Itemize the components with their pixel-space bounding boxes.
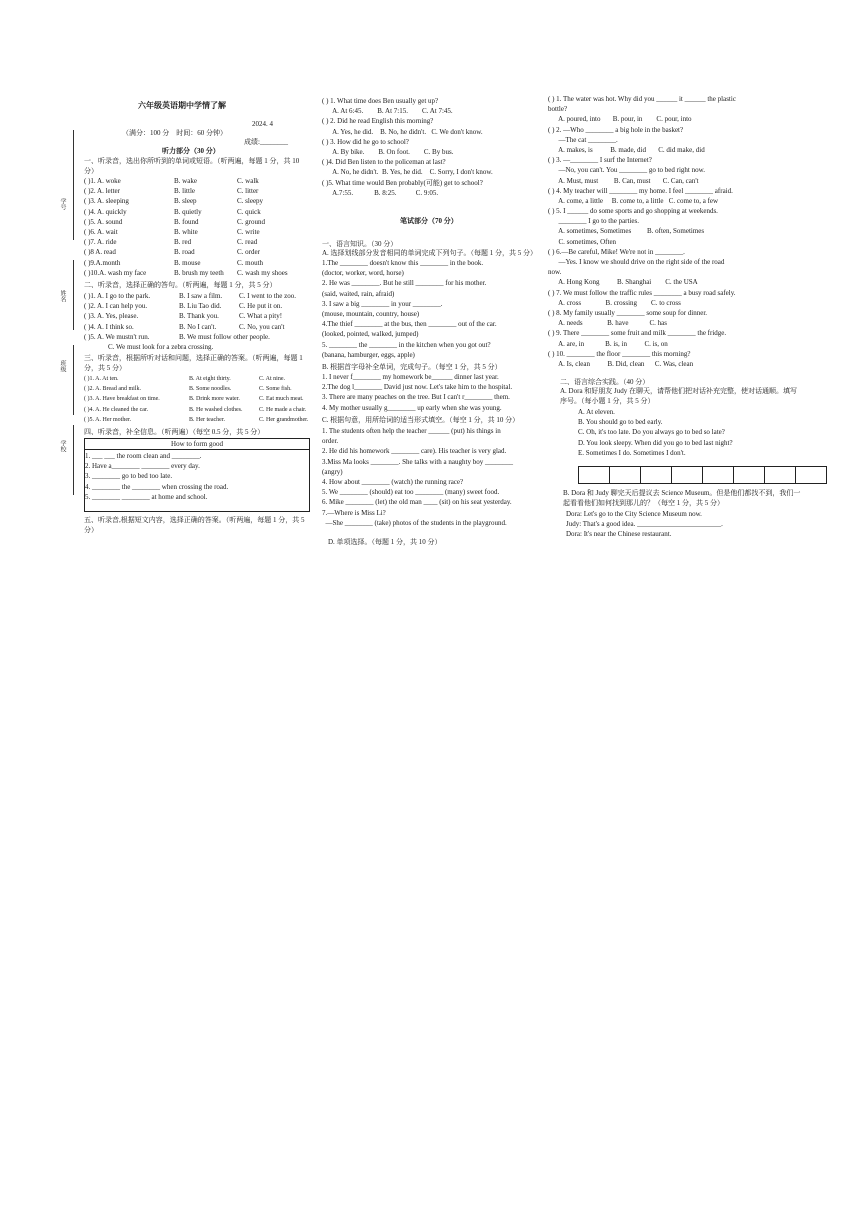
- question-line: order.: [322, 437, 339, 446]
- fill-line: 3. ________ go to bed too late.: [85, 472, 173, 481]
- question-line: (angry): [322, 467, 343, 476]
- question-line: A. are, in B. is, in C. is, on: [548, 339, 668, 348]
- question-line: A. Hong Kong B. Shanghai C. the USA: [548, 278, 698, 287]
- question-line: (mouse, mountain, country, house): [322, 309, 420, 318]
- question-line: ( ) 8. My family usually ________ some soup for dinner.: [548, 308, 708, 317]
- listening-s2-title: 二、听录音，选择正确的答句。（听两遍，每题 1 分，共 5 分）: [84, 281, 277, 289]
- middle-top-questions: [322, 96, 547, 198]
- written-B-list: [322, 372, 547, 413]
- question-line: A. makes, is B. made, did C. did make, did: [548, 145, 705, 154]
- list-item: ( )1. A. I go to the park. B. I saw a film. C. I went to the zoo.: [84, 292, 296, 300]
- written-B-title: B. 根据首字母补全单词，完成句子。（每空 1 分，共 5 分）: [322, 363, 502, 371]
- score-label: 成绩:________: [244, 138, 288, 146]
- option-line: E. Sometimes I do. Sometimes I don't.: [578, 448, 686, 457]
- question-line: A. No, he didn't. B. Yes, he did. C. Sorry, I don't know.: [322, 168, 493, 177]
- question-line: 2. He was ________. But he still ________ for his mother.: [322, 279, 487, 288]
- question-line: (looked, pointed, walked, jumped): [322, 330, 419, 339]
- list-item: ( )5. A. sound B. found C. ground: [84, 217, 265, 226]
- binding-line-2: [73, 260, 74, 330]
- question-line: ( ) 7. We must follow the traffic rules ________ a busy road safely.: [548, 288, 736, 297]
- listening-s3-title: 三、听录音，根据所听对话和问题，选择正确的答案。（听两遍，每题 1 分，共 5 分）: [84, 354, 303, 372]
- answer-box[interactable]: [765, 467, 796, 484]
- binding-line-3: [73, 345, 74, 415]
- question-line: ________ I go to the parties.: [548, 217, 639, 226]
- question-line: A. Yes, he did. B. No, he didn't. C. We don't know.: [322, 127, 483, 136]
- list-item: ( )4. A. I think so. B. No I can't. C. No, you can't: [84, 322, 285, 331]
- question-line: A. needs B. have C. has: [548, 319, 667, 328]
- written-C-title: C. 根据句意，用所给词的适当形式填空。（每空 1 分，共 10 分）: [322, 416, 520, 424]
- list-item: ( )3. A. Yes, please. B. Thank you. C. What a pity!: [84, 312, 283, 321]
- question-line: ( ) 1. The water was hot. Why did you ______ it ______ the plastic: [548, 95, 736, 103]
- question-line: A. come, a little B. come to, a little C. come to, a few: [548, 196, 719, 205]
- dialogue-line: Judy: That's a good idea. ________________________.: [566, 520, 723, 529]
- question-line: (banana, hamburger, eggs, apple): [322, 350, 415, 359]
- question-line: 3. There are many peaches on the tree. But I can't r________ them.: [322, 393, 510, 402]
- written-C-list: [322, 426, 547, 528]
- exam-meta: （满分：100 分 时间：60 分钟）: [122, 129, 227, 137]
- list-item: ( )7. A. ride B. red C. read: [84, 238, 258, 247]
- question-line: now.: [548, 268, 562, 277]
- question-line: A. sometimes, Sometimes B. often, Sometimes: [548, 227, 705, 236]
- right-A-options: [578, 407, 808, 458]
- question-line: A. At 6:45. B. At 7:15. C. At 7:45.: [322, 107, 453, 116]
- list-item: ( )2. A. I can help you. B. Liu Tao did. C. He put it on.: [84, 302, 283, 311]
- list-item: ( )1. A. woke B. wake C. walk: [84, 177, 259, 185]
- question-line: 2.The dog l________ David just now. Let's take him to the hospital.: [322, 383, 513, 392]
- list-item: ( )9.A.month B. mouse C. mouth: [84, 258, 264, 267]
- written-A-title: A. 选择划线部分发音相同的单词完成下列句子。（每题 1 分，共 5 分）: [322, 249, 538, 257]
- list-item: ( )2. A. Bread and milk. B. Some noodles. C. Some fish.: [84, 386, 292, 393]
- list-item: ( )3. A. sleeping B. sleep C. sleepy: [84, 197, 264, 206]
- question-line: ( ) 6.—Be careful, Mike! We're not in ________.: [548, 247, 685, 256]
- list-item: ( )10.A. wash my face B. brush my teeth C. wash my shoes: [84, 268, 288, 277]
- fill-line: 2. Have a________ ________ every day.: [85, 462, 200, 471]
- school-label: 学校: [59, 440, 65, 452]
- right-B-dialogue: [566, 509, 806, 540]
- answer-box[interactable]: [672, 467, 703, 484]
- option-line: D. You look sleepy. When did you go to bed last night?: [578, 438, 733, 447]
- question-line: 5. ________ the ________ in the kitchen when you got out?: [322, 340, 491, 349]
- answer-box[interactable]: [796, 467, 827, 484]
- question-line: 4. My mother usually g________ up early when she was young.: [322, 403, 502, 412]
- question-line: 5. We ________ (should) eat too ________ (many) sweet food.: [322, 488, 500, 497]
- dialogue-line: Dora: It's near the Chinese restaurant.: [566, 530, 672, 539]
- question-line: A. Must, must B. Can, must C. Can, can't: [548, 176, 699, 185]
- right-s2-title: 二、语言综合实践。（40 分）: [560, 378, 650, 386]
- question-line: A. By bike. B. On foot. C. By bus.: [322, 147, 454, 156]
- question-line: 2. He did his homework ________ care). His teacher is very glad.: [322, 447, 507, 456]
- question-line: A. cross B. crossing C. to cross: [548, 298, 681, 307]
- list-item: ( )2. A. letter B. little C. litter: [84, 187, 259, 196]
- question-line: A.7:55. B. 8:25. C. 9:05.: [322, 188, 439, 197]
- list-item: ( )4. A. He cleaned the car. B. He washed clothes. C. He made a chair.: [84, 406, 307, 413]
- listening-s5-title: 五、听录音,根据短文内容，选择正确的答案。（听两遍，每题 1 分，共 5 分）: [84, 516, 305, 534]
- written-D-title: D. 单项选择。（每题 1 分，共 10 分）: [328, 538, 442, 546]
- list-item: ( )5. A. Her mother. B. Her teacher. C. Her grandmother.: [84, 416, 309, 423]
- question-line: ( ) 5. I ______ do some sports and go shopping at weekends.: [548, 207, 718, 216]
- question-line: 4. How about ________ (watch) the running race?: [322, 477, 464, 486]
- question-line: 1. I never f________ my homework be______ dinner last year.: [322, 373, 499, 381]
- list-item: ( )1. A. At ten. B. At eight thirty. C. At nine.: [84, 376, 286, 382]
- question-line: 3. I saw a big ________ in your ________.: [322, 299, 443, 308]
- question-line: ( ) 1. What time does Ben usually get up?: [322, 97, 439, 105]
- option-line: A. At eleven.: [578, 408, 615, 416]
- dialogue-line: Dora: Let's go to the City Science Museum now.: [566, 510, 702, 518]
- listening-s1-list: [84, 176, 309, 278]
- question-line: ( ) 2. Did he read English this morning?: [322, 117, 434, 126]
- fill-info-box: [84, 438, 310, 512]
- question-line: (doctor, worker, word, horse): [322, 269, 404, 278]
- question-line: —The cat ________.: [548, 135, 618, 144]
- fill-line: 4. ________ the ________ when crossing the road.: [85, 482, 229, 491]
- option-line: B. You should go to bed early.: [578, 418, 663, 427]
- question-line: A. poured, into B. pour, in C. pour, into: [548, 115, 692, 124]
- listening-title: 听力部分（30 分）: [162, 147, 220, 155]
- list-item: C. We must look for a zebra crossing.: [108, 342, 214, 351]
- question-line: ( ) 3. How did he go to school?: [322, 137, 409, 146]
- student-number-label: 学号: [59, 198, 65, 210]
- question-line: ( )5. What time would Ben probably(可能) get to school?: [322, 178, 483, 187]
- question-line: 3.Miss Ma looks ________. She talks with a naughty boy ________: [322, 457, 513, 466]
- written-A-list: [322, 258, 547, 360]
- question-line: C. sometimes, Often: [548, 237, 617, 246]
- list-item: ( )5. A. We mustn't run. B. We must follow other people.: [84, 332, 270, 341]
- question-line: (said, waited, rain, afraid): [322, 289, 395, 298]
- class-label: 班级: [59, 360, 65, 372]
- list-item: ( )4. A. quickly B. quietly C. quick: [84, 207, 261, 216]
- question-line: —She ________ (take) photos of the students in the playground.: [322, 518, 507, 527]
- answer-box[interactable]: [579, 467, 610, 484]
- question-line: 7.—Where is Miss Li?: [322, 508, 386, 517]
- question-line: 6. Mike ________ (let) the old man ____ (sit) on his seat yesterday.: [322, 498, 512, 507]
- right-B-title: B. Dora 和 Judy 聊完天后提议去 Science Museum。但是他们都找不到，我们一起看看他们如何找到那儿的？（每空 1 分，共 5 分）: [563, 489, 801, 507]
- written-s1-title: 一、语言知识。（30 分）: [322, 240, 398, 248]
- question-line: —No, you can't. You ________ go to bed right now.: [548, 166, 705, 175]
- exam-date: 2024. 4: [252, 120, 273, 128]
- list-item: ( )3. A. Have breakfast on time. B. Drink more water. C. Eat much meat.: [84, 396, 304, 403]
- binding-line-1: [73, 130, 74, 240]
- question-line: ( )4. Did Ben listen to the policeman at last?: [322, 158, 446, 167]
- answer-boxes: [578, 466, 827, 484]
- question-line: A. Is, clean B. Did, clean C. Was, clean: [548, 359, 694, 368]
- question-line: 1.The ________ doesn't know this ________ in the book.: [322, 259, 484, 267]
- name-label: 姓名: [59, 290, 65, 302]
- question-line: 1. The students often help the teacher ______ (put) his things in: [322, 427, 501, 435]
- listening-s2-list: [84, 291, 309, 352]
- question-line: ( ) 4. My teacher will ________ my home. I feel ________ afraid.: [548, 186, 733, 195]
- question-line: ( ) 10. ________ the floor ________ this morning?: [548, 349, 691, 358]
- binding-line-4: [73, 425, 74, 495]
- right-mc-list: [548, 94, 810, 369]
- question-line: ( ) 9. There ________ some fruit and milk ________ the fridge.: [548, 329, 727, 338]
- question-line: ( ) 3. —________ I surf the Internet?: [548, 156, 652, 165]
- fill-line: 5. ________ ________ at home and school.: [85, 492, 208, 501]
- question-line: 4.The thief ________ at the bus, then ________ out of the car.: [322, 320, 497, 329]
- fill-info-box-title: How to form good: [85, 439, 309, 450]
- fill-line: 1. ___ ___ the room clean and ________.: [85, 452, 202, 460]
- answer-box[interactable]: [734, 467, 765, 484]
- list-item: ( )8 A. read B. road C. order: [84, 248, 260, 257]
- list-item: ( )6. A. wait B. white C. write: [84, 227, 260, 236]
- answer-box[interactable]: [703, 467, 734, 484]
- listening-s3-list: [84, 374, 314, 425]
- answer-box[interactable]: [610, 467, 641, 484]
- answer-box[interactable]: [641, 467, 672, 484]
- listening-s1-title: 一、听录音，选出你所听到的单词或短语。（听两遍，每题 1 分，共 10 分）: [84, 157, 300, 175]
- written-title: 笔试部分（70 分）: [400, 217, 458, 225]
- listening-s4-title: 四、听录音，补全信息。（听两遍）（每空 0.5 分，共 5 分）: [84, 428, 265, 436]
- question-line: —Yes. I know we should drive on the right side of the road: [548, 258, 725, 266]
- exam-title: 六年级英语期中学情了解: [138, 101, 226, 110]
- right-A-title: A. Dora 和好朋友 Judy 在聊天，请帮他们把对话补充完整，使对话通顺。填写序号。（每小题 1 分，共 5 分）: [560, 387, 798, 405]
- option-line: C. Oh, it's too late. Do you always go to bed so late?: [578, 428, 725, 437]
- question-line: ( ) 2. —Who ________ a big hole in the basket?: [548, 125, 684, 134]
- question-line: bottle?: [548, 105, 568, 114]
